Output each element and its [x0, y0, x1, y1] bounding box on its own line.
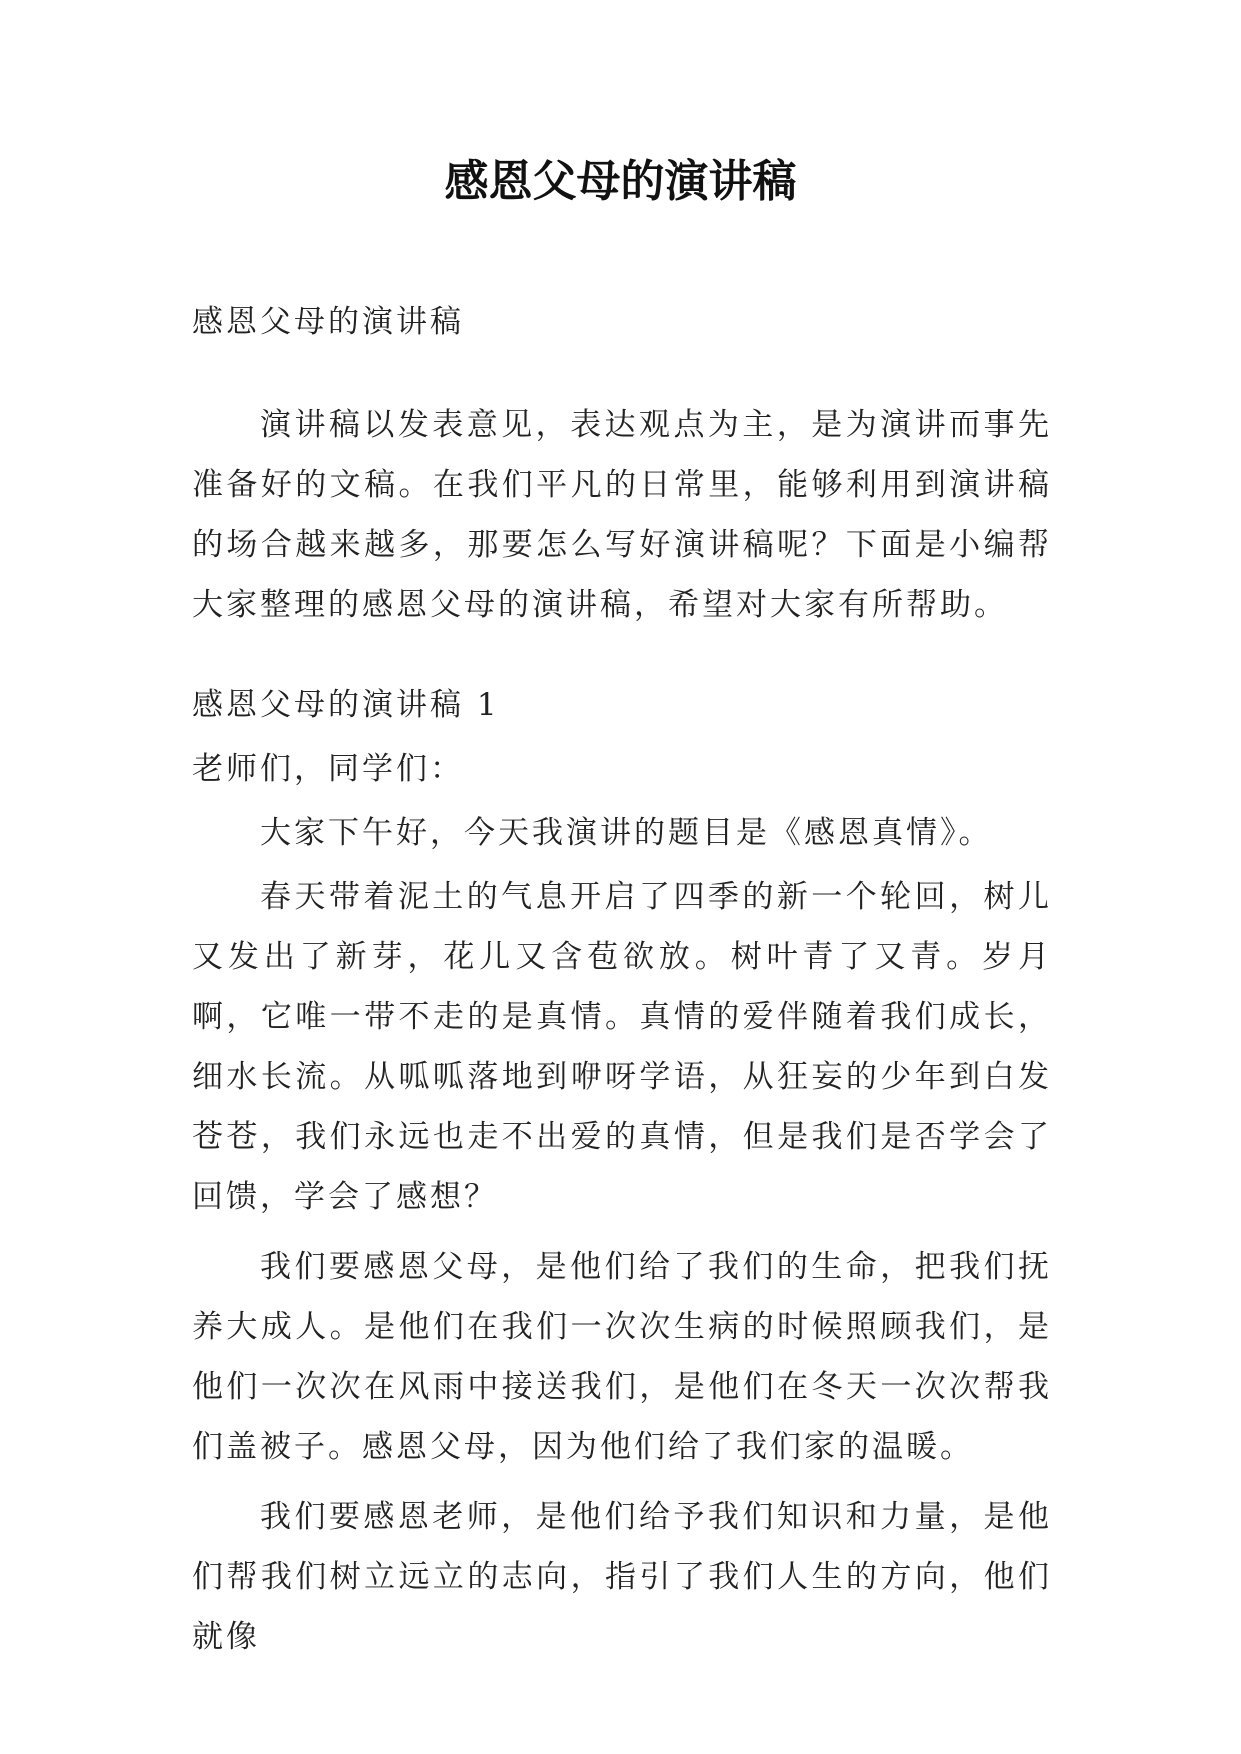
- body-paragraph: 春天带着泥土的气息开启了四季的新一个轮回，树儿又发出了新芽，花儿又含苞欲放。树叶青了又青。岁月啊，它唯一带不走的是真情。真情的爱伴随着我们成长，细水长流。从呱呱落地到咿呀学语，从狂妄的少年到白发苍苍，我们永远也走不出爱的真情，但是我们是否学会了回馈，学会了感想？: [192, 879, 1052, 1215]
- body-paragraph: 我们要感恩父母，是他们给了我们的生命，把我们抚养大成人。是他们在我们一次次生病的时候照顾我们，是他们一次次在风雨中接送我们，是他们在冬天一次次帮我们盖被子。感恩父母，因为他们给了我们家的温暖。: [192, 1249, 1052, 1465]
- document-body: [192, 292, 1052, 1667]
- document-title: 感恩父母的演讲稿: [444, 156, 797, 207]
- section-heading: 感恩父母的演讲稿 1: [192, 687, 500, 723]
- greeting-paragraph: 大家下午好，今天我演讲的题目是《感恩真情》。: [260, 815, 993, 851]
- body-paragraph: 我们要感恩老师，是他们给予我们知识和力量，是他们帮我们树立远立的志向，指引了我们人生的方向，他们就像: [192, 1499, 1052, 1655]
- intro-paragraph: 演讲稿以发表意见，表达观点为主，是为演讲而事先准备好的文稿。在我们平凡的日常里，能够利用到演讲稿的场合越来越多，那要怎么写好演讲稿呢？下面是小编帮大家整理的感恩父母的演讲稿，希望对大家有所帮助。: [192, 407, 1052, 623]
- document-subtitle: 感恩父母的演讲稿: [192, 304, 464, 340]
- salutation: 老师们，同学们：: [192, 751, 464, 787]
